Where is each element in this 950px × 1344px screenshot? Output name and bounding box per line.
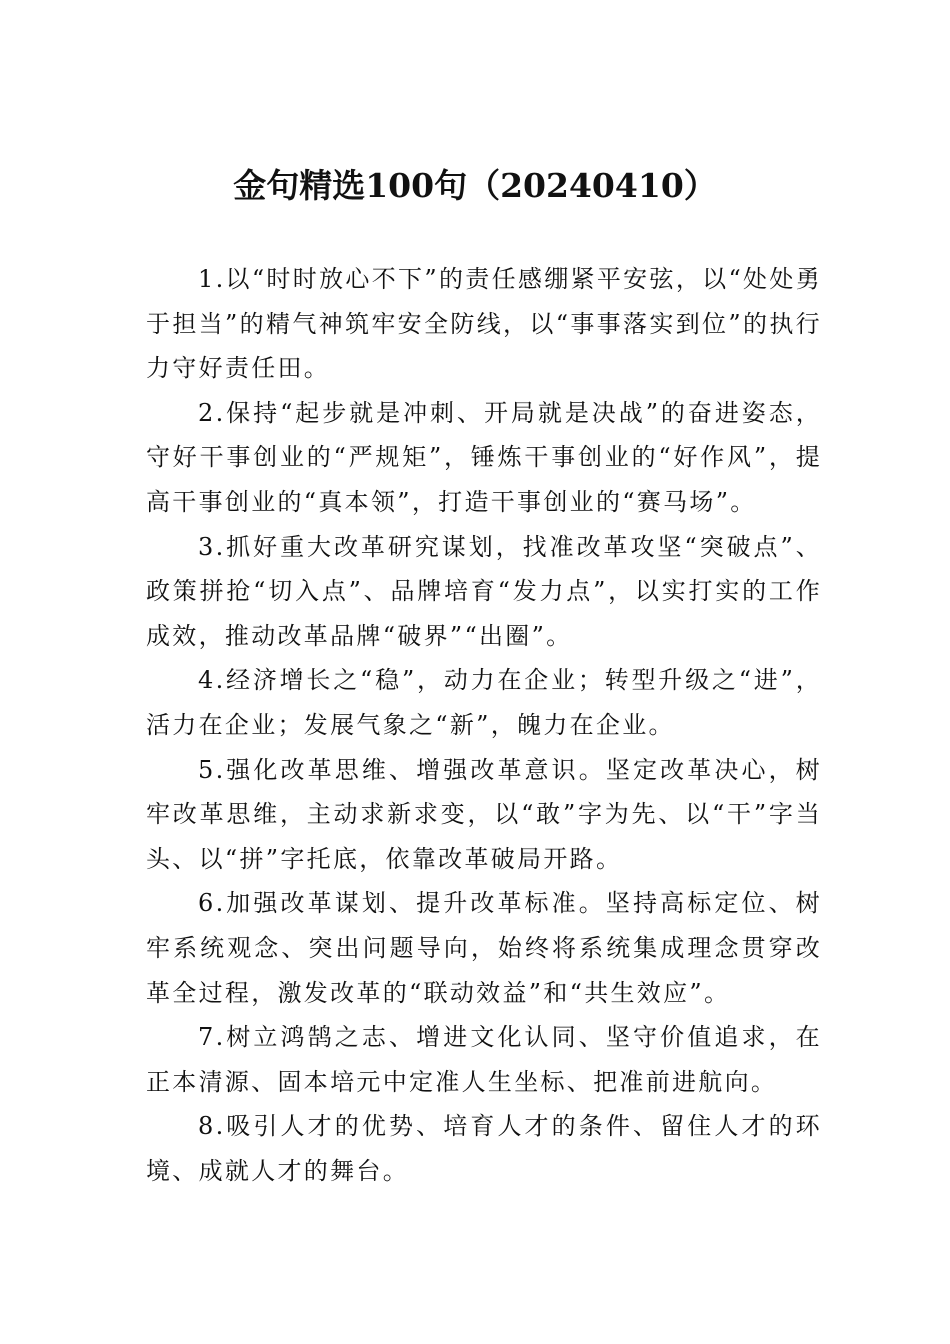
- document-title: 金句精选100句（20240410）: [233, 166, 717, 205]
- paragraph-1: 1.以“时时放心不下”的责任感绷紧平安弦，以“处处勇于担当”的精气神筑牢安全防线，以“事事落实到位”的执行力守好责任田。: [146, 265, 822, 383]
- paragraph-5: 5.强化改革思维、增强改革意识。坚定改革决心，树牢改革思维，主动求新求变，以“敢”字为先、以“干”字当头、以“拼”字托底，依靠改革破局开路。: [146, 755, 822, 873]
- paragraph-3: 3.抓好重大改革研究谋划，找准改革攻坚“突破点”、政策拼抢“切入点”、品牌培育“发力点”，以实打实的工作成效，推动改革品牌“破界”“出圈”。: [146, 532, 822, 650]
- document-body: [146, 257, 822, 1193]
- paragraph-2: 2.保持“起步就是冲刺、开局就是决战”的奋进姿态，守好干事创业的“严规矩”，锤炼干事创业的“好作风”，提高干事创业的“真本领”，打造干事创业的“赛马场”。: [146, 398, 822, 516]
- paragraph-8: 8.吸引人才的优势、培育人才的条件、留住人才的环境、成就人才的舞台。: [146, 1112, 822, 1185]
- paragraph-6: 6.加强改革谋划、提升改革标准。坚持高标定位、树牢系统观念、突出问题导向，始终将系统集成理念贯穿改革全过程，激发改革的“联动效益”和“共生效应”。: [146, 889, 822, 1007]
- paragraph-4: 4.经济增长之“稳”，动力在企业；转型升级之“进”，活力在企业；发展气象之“新”，魄力在企业。: [146, 666, 822, 739]
- paragraph-7: 7.树立鸿鹄之志、增进文化认同、坚守价值追求，在正本清源、固本培元中定准人生坐标、把准前进航向。: [146, 1023, 822, 1096]
